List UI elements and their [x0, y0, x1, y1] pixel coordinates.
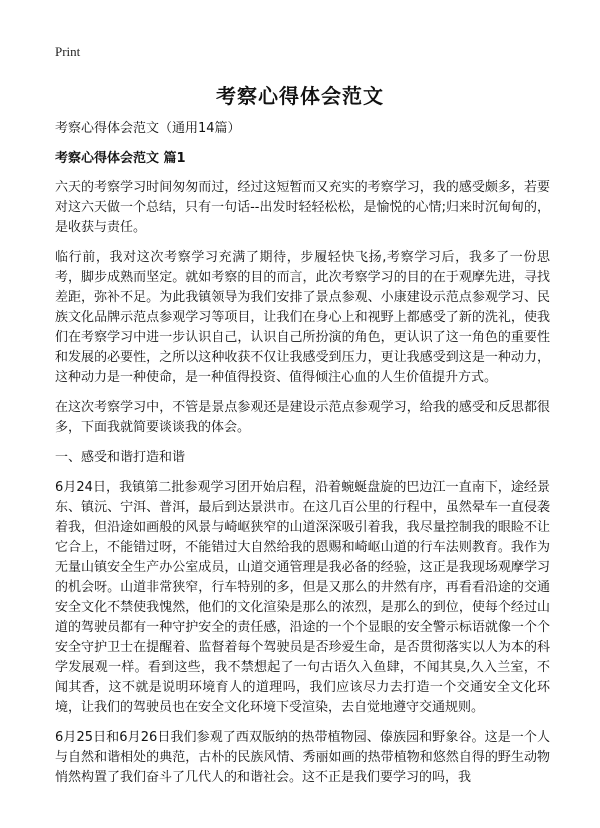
paragraph: 六天的考察学习时间匆匆而过，经过这短暂而又充实的考察学习，我的感受颇多，若要对这六天做一个总结，只有一句话--出发时轻轻松松，是愉悦的心情;归来时沉甸甸的，是收获与责任。 — [55, 180, 550, 235]
paragraph: 在这次考察学习中，不管是景点参观还是建设示范点参观学习，给我的感受和反思都很多，下面我就简要谈谈我的体会。 — [55, 400, 550, 435]
paragraph: 6月24日，我镇第二批参观学习团开始启程，沿着蜿蜒盘旋的巴边江一直南下，途经景东、镇沅、宁洱、普洱，最后到达景洪市。在这几百公里的行程中，虽然晕车一直侵袭着我，但沿途如画般的风景与崎岖狭窄的山道深深吸引着我，我尽量控制我的眼睑不让它合上，不能错过呀，不能错过大自然给我的恩赐和崎岖山道的行车法则教育。我作为无量山镇安全生产办公室成员，山道交通管理是我必备的经验，这正是我现场观摩学习的机会呀。山道非常狭窄，行车特别的多，但是又那么的井然有序，再看看沿途的交通安全文化不禁使我愧然，他们的文化渲染是那么的浓烈，是那么的到位，使每个经过山道的驾驶员都有一种守护安全的责任感，沿途的一个个显眼的安全警示标语就像一个个安全守护卫士在提醒着、监督着每个驾驶员是否珍爱生命，是否贯彻落实以人为本的科学发展观一样。看到这些，我不禁想起了一句古语久入鱼肆，不闻其臭,久入兰室，不闻其香，这不就是说明环境育人的道理吗，我们应该尽力去打造一个交通安全文化环境，让我们的驾驶员也在安全文化环境下受渲染，去自觉地遵守交通规则。 — [55, 480, 550, 715]
page-title: 考察心得体会范文 — [216, 84, 384, 108]
article-body — [55, 119, 550, 798]
subheading: 一、感受和谐打造和谐 — [55, 450, 186, 465]
article-subtitle: 考察心得体会范文（通用14篇） — [55, 121, 241, 136]
paragraph: 临行前，我对这次考察学习充满了期待，步履轻快飞扬,考察学习后，我多了一份思考，脚步成熟而坚定。就如考察的目的而言，此次考察学习的目的在于观摩先进，寻找差距，弥补不足。为此我镇领导为我们安排了景点参观、小康建设示范点参观学习、民族文化品牌示范点参观学习等项目，让我们在身心上和视野上都感受了新的洗礼，使我们在考察学习中进一步认识自己，认识自己所扮演的角色，更认识了这一角色的重要性和发展的必要性，之所以这种收获不仅让我感受到压力，更让我感受到这是一种动力，这种动力是一种使命，是一种值得投资、值得倾注心血的人生价值提升方式。 — [55, 250, 550, 385]
section-heading: 考察心得体会范文 篇1 — [55, 151, 186, 166]
print-link[interactable]: Print — [55, 44, 81, 59]
paragraph: 6月25日和6月26日我们参观了西双版纳的热带植物园、傣族园和野象谷。这是一个人与自然和谐相处的典范，古朴的民族风情、秀丽如画的热带植物和悠然自得的野生动物悄然构置了我们奋斗了几代人的和谐社会。这不正是我们要学习的吗，我 — [55, 730, 550, 785]
